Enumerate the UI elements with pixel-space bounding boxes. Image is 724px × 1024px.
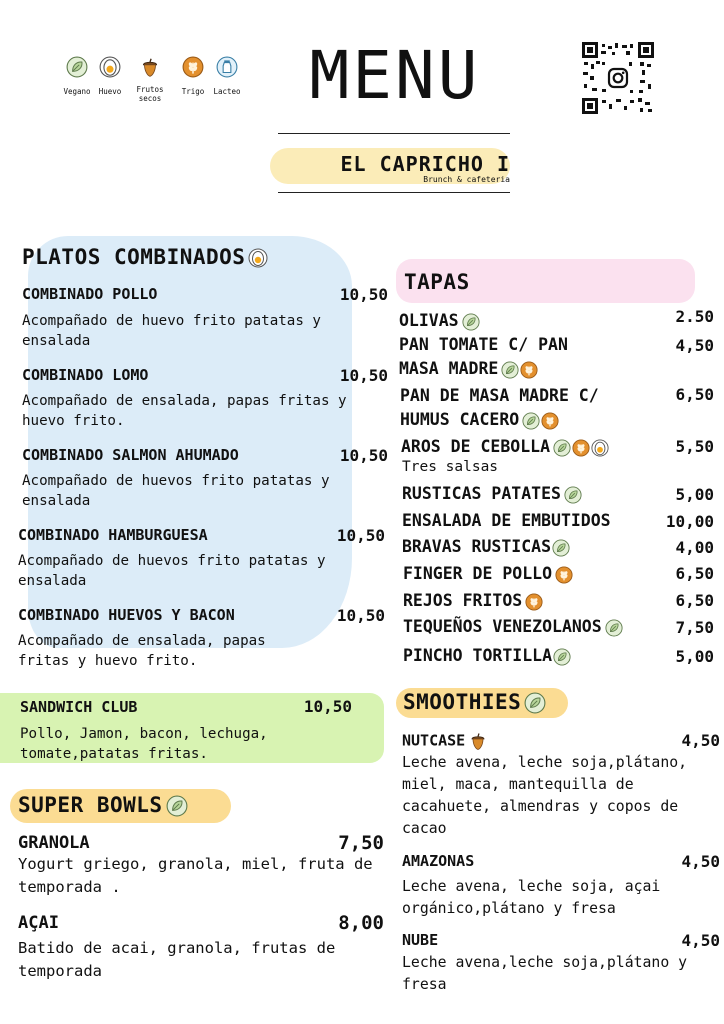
tapa-item [402,481,582,507]
tapa-item [403,614,623,640]
tapa-item [403,561,573,587]
item-description: Acompañado de huevos frito patatas y ensalada [22,473,330,509]
sandwich-description: Pollo, Jamon, bacon, lechuga, tomate,patatas fritas. [20,726,268,762]
smoothies-section-title [403,690,546,714]
tapa-price: 7,50 [675,618,714,637]
item-description: Acompañado de ensalada, papas fritas y huevo frito. [22,393,347,429]
wheat-icon [541,412,559,430]
vegan-leaf-icon [605,619,623,637]
smoothie-description: Leche avena, leche soja,plátano, miel, maca, mantequilla de cacahuete, almendras y copos de cacao [402,754,688,837]
tapa-name: OLIVAS [399,311,459,330]
vegan-leaf-icon [522,412,540,430]
tapa-price: 6,50 [675,591,714,610]
milk-icon [216,56,238,78]
vegan-leaf-icon [553,648,571,666]
smoothie-name: NUTCASE [402,731,466,750]
item-name: COMBINADO HAMBURGUESA [18,526,208,544]
wheat-icon [182,56,204,78]
egg-icon [591,439,609,457]
item-description: Acompañado de huevos frito patatas y ensalada [18,553,326,589]
vegan-leaf-icon [66,56,88,78]
wheat-icon [572,439,590,457]
egg-icon [99,56,121,78]
smoothie-name: AMAZONAS [402,852,475,870]
tapa-name-line1: PAN DE MASA MADRE C/ [400,386,599,405]
tapa-name-line2: MASA MADRE [399,359,499,378]
smoothie-description: Leche avena, leche soja, açai orgánico,plátano y fresa [402,878,661,917]
tapas-section-title: TAPAS [404,270,470,294]
smoothie-price: 4,50 [681,852,720,871]
item-description: Yogurt griego, granola, miel, fruta de temporada . [18,855,373,896]
vegan-leaf-icon [564,486,582,504]
legend-lacteo [203,56,251,96]
tapa-subtitle: Tres salsas [402,459,499,475]
item-price: 10,50 [339,366,388,385]
acorn-icon [139,56,161,78]
item-name: AÇAI [18,913,59,933]
vegan-leaf-icon [462,313,480,331]
acorn-icon [468,731,488,751]
item-price: 10,50 [336,606,385,625]
legend-label: Vegano [63,87,91,96]
smoothie-name: NUBE [402,931,439,949]
smoothie-price: 4,50 [681,931,720,950]
section-title-text: PLATOS COMBINADOS [22,245,246,269]
item-name: COMBINADO HUEVOS Y BACON [18,606,235,624]
divider-bottom [278,192,510,193]
brand-subtitle: Brunch & cafeteria [423,175,510,184]
smoothie-description: Leche avena,leche soja,plátano y fresa [402,954,688,993]
tapa-item [399,356,538,382]
tapa-price: 5,00 [675,647,714,666]
tapa-name-line1: PAN TOMATE C/ PAN [399,335,568,354]
vegan-leaf-icon [501,361,519,379]
sandwich-name: SANDWICH CLUB [20,698,138,716]
page-title: MENU [309,37,481,114]
section-title-text: SUPER BOWLS [18,793,163,817]
tapa-name: AROS DE CEBOLLA [401,437,551,456]
tapa-item [400,407,559,433]
tapa-name-line2: HUMUS CACERO [400,410,520,429]
brand-name: EL CAPRICHO I [340,152,510,176]
egg-icon [248,248,268,268]
vegan-leaf-icon [553,439,571,457]
tapa-name: BRAVAS RUSTICAS [402,537,552,556]
tapa-price: 2.50 [675,307,714,326]
vegan-leaf-icon [552,539,570,557]
wheat-icon [520,361,538,379]
tapa-item [403,643,571,669]
wheat-icon [525,593,543,611]
item-price: 10,50 [339,285,388,304]
tapa-price: 10,00 [665,512,714,531]
item-name: COMBINADO POLLO [22,285,158,303]
item-description: Acompañado de ensalada, papas fritas y huevo frito. [18,633,266,669]
tapa-price: 6,50 [675,564,714,583]
item-name: COMBINADO SALMON AHUMADO [22,446,239,464]
item-price: 10,50 [336,526,385,545]
legend-label: Lacteo [213,87,241,96]
item-price: 8,00 [338,912,384,934]
tapa-name: REJOS FRITOS [403,591,523,610]
legend-frutos-secos [126,56,174,103]
tapa-item [403,588,543,614]
item-name: COMBINADO LOMO [22,366,149,384]
legend-label: Frutos secos [136,85,164,103]
legend-label: Trigo [181,87,205,96]
item-name: GRANOLA [18,833,90,853]
smoothie-item [402,731,488,751]
item-price: 7,50 [338,832,384,854]
qr-code[interactable] [582,42,654,114]
tapa-item [402,534,570,560]
bowls-section-title [18,793,188,817]
vegan-leaf-icon [166,795,188,817]
smoothie-price: 4,50 [681,731,720,750]
item-price: 10,50 [339,446,388,465]
section-title-text: SMOOTHIES [403,690,522,714]
vegan-leaf-icon [524,692,546,714]
tapa-item [401,434,609,460]
tapa-name: ENSALADA DE EMBUTIDOS [402,511,611,530]
item-description: Acompañado de huevo frito patatas y ensalada [22,313,321,349]
wheat-icon [555,566,573,584]
legend-label: Huevo [98,87,122,96]
divider-top [278,133,510,134]
tapa-name: PINCHO TORTILLA [403,646,553,665]
tapa-name: RUSTICAS PATATES [402,484,561,503]
tapa-price: 6,50 [675,385,714,404]
tapa-item [399,308,480,334]
item-description: Batido de acai, granola, frutas de temporada [18,939,336,980]
platos-section-title [22,245,268,269]
tapa-price: 5,50 [675,437,714,456]
tapa-name: TEQUEÑOS VENEZOLANOS [403,617,602,636]
sandwich-price: 10,50 [303,697,352,716]
tapa-price: 4,00 [675,538,714,557]
tapa-name: FINGER DE POLLO [403,564,553,583]
tapa-price: 4,50 [675,336,714,355]
tapa-price: 5,00 [675,485,714,504]
